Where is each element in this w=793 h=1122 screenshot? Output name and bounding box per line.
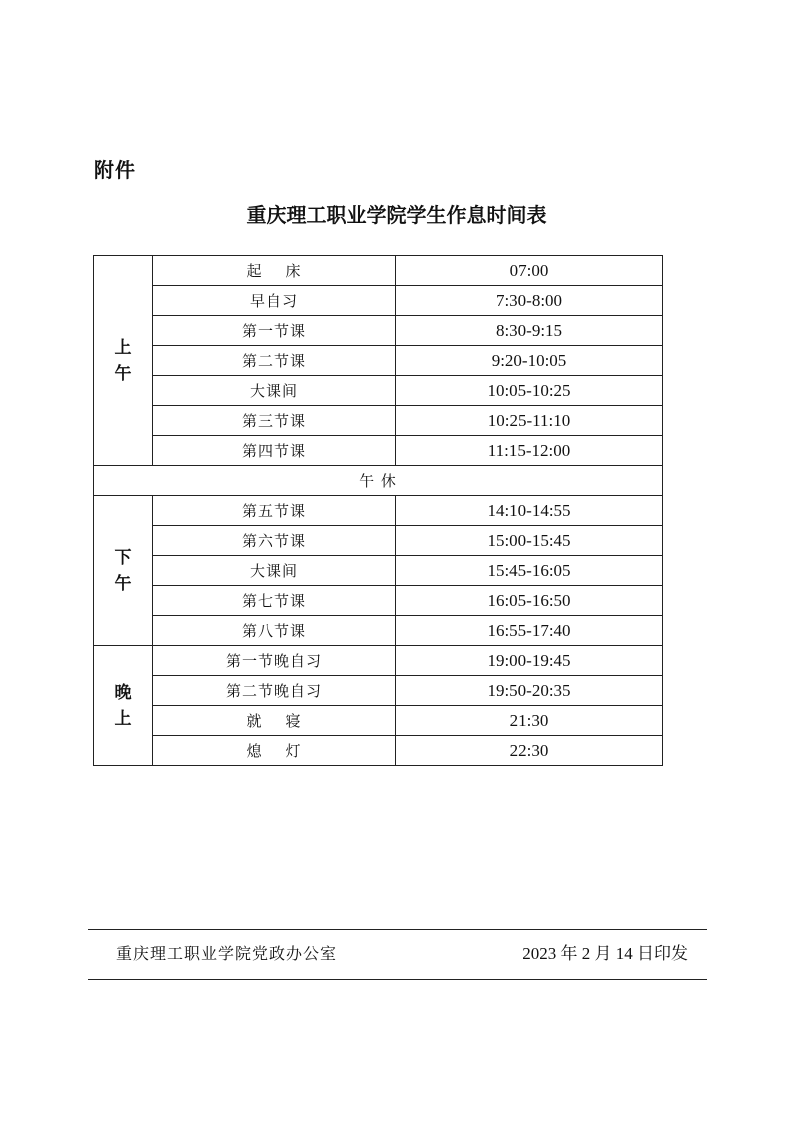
activity-name: 大课间 [153,556,396,586]
activity-time: 19:50-20:35 [396,676,663,706]
activity-time: 9:20-10:05 [396,346,663,376]
footer-divider-bottom [88,979,707,980]
noon-break-row [94,466,663,496]
table-row [94,646,663,676]
table-row [94,406,663,436]
activity-time: 16:05-16:50 [396,586,663,616]
activity-name: 第八节课 [153,616,396,646]
period-label-evening: 晚上 [114,682,132,729]
activity-time: 14:10-14:55 [396,496,663,526]
table-row [94,436,663,466]
schedule-table [93,255,663,766]
table-row [94,376,663,406]
activity-name: 大课间 [153,376,396,406]
activity-name: 第四节课 [153,436,396,466]
table-row [94,736,663,766]
activity-name: 第七节课 [153,586,396,616]
table-row [94,346,663,376]
activity-time: 10:05-10:25 [396,376,663,406]
activity-name: 第二节课 [153,346,396,376]
table-row [94,676,663,706]
table-row [94,256,663,286]
period-label-morning: 上午 [114,337,132,384]
noon-break-label: 午 休 [94,466,663,496]
table-row [94,556,663,586]
activity-name: 第一节课 [153,316,396,346]
table-row [94,316,663,346]
period-label-afternoon: 下午 [114,547,132,594]
activity-time: 8:30-9:15 [396,316,663,346]
activity-name: 第六节课 [153,526,396,556]
activity-time: 10:25-11:10 [396,406,663,436]
page-title: 重庆理工职业学院学生作息时间表 [246,203,547,227]
activity-name: 就 寝 [153,706,396,736]
table-row [94,706,663,736]
table-row [94,616,663,646]
activity-name: 第五节课 [153,496,396,526]
activity-time: 19:00-19:45 [396,646,663,676]
table-row [94,496,663,526]
activity-name: 第三节课 [153,406,396,436]
activity-time: 22:30 [396,736,663,766]
table-row [94,586,663,616]
activity-time: 21:30 [396,706,663,736]
attachment-label: 附件 [94,158,136,182]
activity-time: 07:00 [396,256,663,286]
activity-time: 15:00-15:45 [396,526,663,556]
table-row [94,286,663,316]
activity-name: 早自习 [153,286,396,316]
activity-name: 起 床 [153,256,396,286]
activity-name: 第一节晚自习 [153,646,396,676]
activity-time: 7:30-8:00 [396,286,663,316]
activity-time: 15:45-16:05 [396,556,663,586]
period-cell-morning [94,256,153,466]
table-row [94,526,663,556]
footer-issuer: 重庆理工职业学院党政办公室 [116,944,338,963]
period-cell-afternoon [94,496,153,646]
footer-issue-date: 2023 年 2 月 14 日印发 [522,944,688,963]
activity-time: 11:15-12:00 [396,436,663,466]
activity-time: 16:55-17:40 [396,616,663,646]
activity-name: 熄 灯 [153,736,396,766]
activity-name: 第二节晚自习 [153,676,396,706]
period-cell-evening [94,646,153,766]
footer-divider-top [88,929,707,930]
